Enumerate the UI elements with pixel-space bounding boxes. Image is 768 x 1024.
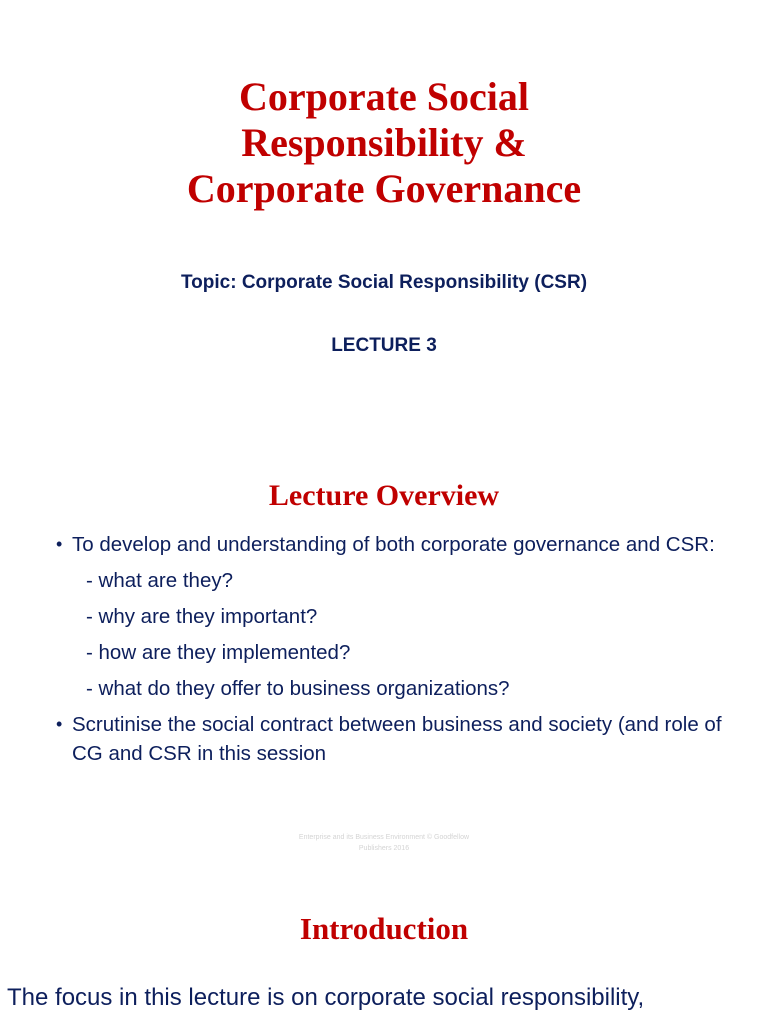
- bullet-text: Scrutinise the social contract between business and society (and role of CG and CSR in this session: [72, 713, 722, 765]
- sub-item: - why are they important?: [86, 605, 318, 628]
- sub-item: - how are they implemented?: [86, 641, 351, 664]
- bullet-item: [56, 710, 746, 768]
- sub-item: - what are they?: [86, 569, 233, 592]
- topic-subtitle: Topic: Corporate Social Responsibility (CSR): [180, 272, 588, 293]
- sub-item: - what do they offer to business organizations?: [86, 677, 510, 700]
- bullet-text: To develop and understanding of both corporate governance and CSR:: [72, 533, 715, 556]
- introduction-slide: [0, 880, 768, 1024]
- title-slide: [0, 0, 768, 420]
- main-title-line-3: Corporate Governance: [186, 166, 582, 211]
- bullet-item: [56, 530, 746, 707]
- copyright-footer: [0, 832, 768, 854]
- overview-bullet-list: [56, 530, 746, 768]
- footer-line-2: Publishers 2016: [358, 845, 410, 852]
- introduction-body: The focus in this lecture is on corporate social responsibility,: [7, 984, 645, 1011]
- introduction-title: Introduction: [299, 911, 469, 946]
- overview-title: Lecture Overview: [268, 479, 500, 512]
- footer-line-1: Enterprise and its Business Environment © Goodfellow: [298, 834, 470, 841]
- sub-bullet-list: [72, 563, 746, 707]
- main-title-line-2: Responsibility &: [241, 120, 527, 165]
- lecture-number: LECTURE 3: [331, 335, 437, 356]
- main-title: [0, 74, 768, 212]
- main-title-line-1: Corporate Social: [239, 74, 529, 119]
- overview-slide: [0, 448, 768, 868]
